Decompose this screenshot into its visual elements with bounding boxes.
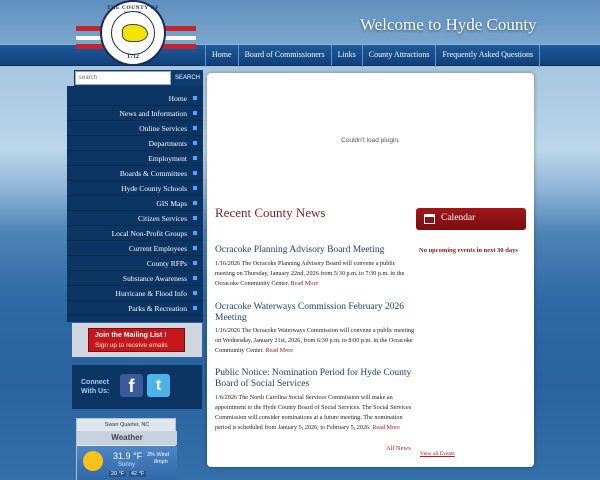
county-logo[interactable] [70,0,204,68]
county-map-icon [122,24,148,42]
nav-faq[interactable]: Frequently Asked Questions [435,45,540,67]
sidebar-item-label: Parks & Recreation [128,304,187,313]
bullet-icon [193,156,197,160]
sidebar-item-label: Hurricane & Flood Info [115,289,187,298]
sidebar-item-label: Substance Awareness [122,274,187,283]
read-more-link[interactable]: Read More [290,280,319,287]
facebook-icon[interactable]: f [120,374,143,397]
sidebar-item-rfps[interactable] [67,256,203,271]
article-text: 1/16/2026 The Ocracoke Planning Advisory Board will convene a public meeting on Thursday, January 22nd, 2026 from 5:30 p.m. to 7:30 p.m. in the Ocracoke Community Center. [215,260,405,287]
sidebar-item-label: Employment [148,154,187,163]
sidebar-item-label: Boards & Committees [119,169,187,178]
article-title[interactable]: Ocracoke Planning Advisory Board Meeting [215,245,385,255]
article-body [215,259,415,289]
weather-condition: Sunny [118,462,136,468]
sidebar-item-employment[interactable] [67,151,203,166]
sidebar-item-substance[interactable] [67,271,203,286]
bullet-icon [193,246,197,250]
article-text: 1/6/2026 The North Carolina Social Services Commission will make an appointment to the Hyde County Board of Social Services. The Social Services Commission will consider nominations at a future meeting. The nomination period is scheduled from January 5, 2026, to February 5, 2026. [215,394,412,431]
bullet-icon [193,261,197,265]
sidebar-item-label: Hyde County Schools [121,184,187,193]
sidebar-menu [67,86,203,322]
welcome-title: Welcome to Hyde County [360,15,537,34]
sidebar-item-label: Local Non-Profit Groups [111,229,187,238]
twitter-icon[interactable]: t [147,374,170,397]
bullet-icon [193,201,197,205]
bullet-icon [193,306,197,310]
all-events-link[interactable]: View all Events [420,451,455,457]
weather-widget [76,418,176,480]
weather-high: 42 °F [131,471,145,477]
article-body [215,326,415,356]
sidebar-item-label: GIS Maps [156,199,187,208]
calendar-title: Calendar [441,213,476,223]
weather-temperature: 31.9 °F [113,451,143,461]
article-title[interactable]: Public Notice: Nomination Period for Hyde County Board of Social Services [215,368,412,389]
sidebar-item-schools[interactable] [67,181,203,196]
bullet-icon [193,231,197,235]
mailing-list-title: Join the Mailing List ! [95,332,167,339]
bullet-icon [193,111,197,115]
mailing-list-panel [72,323,202,357]
plugin-error: Couldn't load plugin. [341,137,400,144]
bullet-icon [193,96,197,100]
read-more-link[interactable]: Read More [265,347,294,354]
weather-title: Weather [77,431,177,445]
article-title[interactable]: Ocracoke Waterways Commission February 2026 Meeting [215,302,405,323]
article-body [215,393,415,433]
all-news-link[interactable]: All News [386,445,411,452]
article-text: 1/16/2026 The Ocracoke Waterways Commission will convene a public meeting on Wednesday, January 21st, 2026, from 6:30 p.m. to 8:00 p.m. in the Ocracoke Community Center. [215,327,415,354]
sidebar-item-label: Citizen Services [138,214,187,223]
bullet-icon [193,216,197,220]
search-button[interactable]: SEARCH [173,71,202,85]
sidebar-item-boards[interactable] [67,166,203,181]
mailing-list-subtitle: Sign up to receive emails [95,342,168,349]
mailing-list-button[interactable] [88,328,185,352]
sidebar-item-gis-maps[interactable] [67,196,203,211]
bullet-icon [193,291,197,295]
connect-label: Connect With Us: [81,379,110,395]
search-input[interactable] [75,71,171,85]
sidebar-item-label: County RFPs [146,259,187,268]
seal-title: THE COUNTY OF [106,5,160,11]
bullet-icon [193,171,197,175]
sidebar-item-current-employees[interactable] [67,241,203,256]
news-heading: Recent County News [215,205,326,220]
bullet-icon [193,186,197,190]
no-events-message: No upcoming events in next 30 days [419,247,518,254]
sidebar-item-news[interactable] [67,106,203,121]
weather-wind: 3% Wind [147,452,170,458]
sidebar-item-label: Departments [148,139,187,148]
sidebar-item-online-services[interactable] [67,121,203,136]
sidebar-item-label: Online Services [139,124,187,133]
sidebar-item-hurricane[interactable] [67,286,203,301]
nav-county-attractions[interactable]: County Attractions [362,45,436,67]
sidebar-item-departments[interactable] [67,136,203,151]
bullet-icon [193,126,197,130]
weather-location: Swan Quarter, NC [104,422,150,428]
sun-icon [83,451,103,471]
search-bar [74,70,203,86]
sidebar-item-label: Current Employees [128,244,187,253]
read-more-link[interactable]: Read More [372,424,400,431]
calendar-header[interactable] [416,208,526,230]
weather-wind-speed: 8mph [154,459,168,465]
nav-board-of-commissioners[interactable]: Board of Commissioners [238,45,331,67]
county-seal-icon [100,0,166,66]
bullet-icon [193,276,197,280]
sidebar-item-label: Home [168,94,187,103]
sidebar-item-parks[interactable] [67,301,203,316]
weather-low: 20 °F [111,471,125,477]
main-content [207,73,534,467]
nav-home[interactable]: Home [205,45,238,67]
social-panel [72,365,202,409]
sidebar-item-citizen-services[interactable] [67,211,203,226]
sidebar-item-home[interactable] [67,91,203,106]
seal-year: 1712 [127,54,139,60]
nav-links[interactable]: Links [331,45,362,67]
sidebar-item-non-profit[interactable] [67,226,203,241]
calendar-icon [424,214,435,224]
sidebar-item-label: News and Information [119,109,187,118]
bullet-icon [193,141,197,145]
